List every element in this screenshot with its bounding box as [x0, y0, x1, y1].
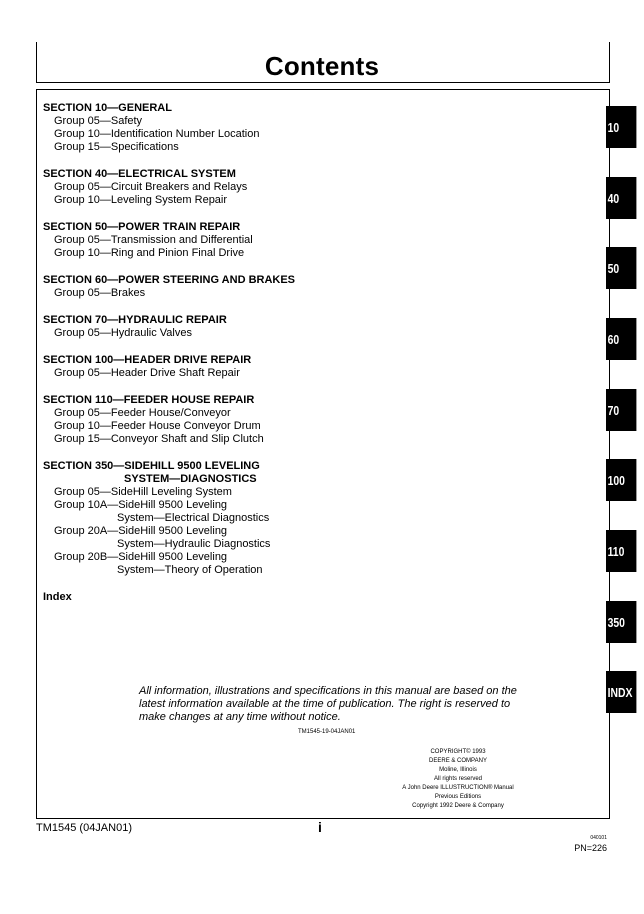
group-entry[interactable] [43, 486, 295, 499]
section-tab[interactable]: 100 [606, 459, 636, 501]
group-entry[interactable] [43, 234, 295, 247]
copyright-line: All rights reserved [433, 776, 483, 782]
group-text: Group 20B—SideHill 9500 Leveling [54, 551, 228, 563]
group-text: Group 05—Feeder House/Conveyor [54, 407, 231, 419]
group-text-continuation: System—Theory of Operation [117, 564, 263, 576]
group-text: Group 15—Specifications [54, 141, 179, 153]
toc-section [43, 314, 295, 340]
section-title-text: Index [43, 591, 72, 603]
group-entry[interactable] [43, 128, 295, 141]
section-title[interactable] [43, 460, 295, 486]
table-of-contents [43, 102, 295, 618]
section-tab[interactable]: 40 [606, 177, 636, 219]
section-title-text: SECTION 10—GENERAL [43, 102, 172, 114]
section-title-text: SECTION 350—SIDEHILL 9500 LEVELING [43, 460, 260, 472]
section-tab[interactable]: 110 [606, 530, 636, 572]
section-tab[interactable]: 350 [606, 601, 636, 643]
copyright-line: DEERE & COMPANY [429, 758, 487, 764]
group-text: Group 05—Transmission and Differential [54, 234, 253, 246]
section-title[interactable] [43, 591, 295, 604]
copyright-line: A John Deere ILLUSTRUCTION® Manual [402, 785, 514, 791]
group-text: Group 10—Identification Number Location [54, 128, 260, 140]
toc-section [43, 102, 295, 154]
group-entry[interactable] [43, 247, 295, 260]
toc-section [43, 394, 295, 446]
manual-number: TM1545 (04JAN01) [36, 822, 132, 834]
group-entry[interactable] [43, 407, 295, 420]
part-number: PN=226 [574, 843, 607, 853]
group-entry[interactable] [43, 367, 295, 380]
group-text-continuation: System—Hydraulic Diagnostics [117, 538, 271, 550]
group-entry[interactable] [43, 287, 295, 300]
toc-section [43, 221, 295, 260]
section-tab[interactable]: INDX [606, 671, 636, 713]
group-text: Group 15—Conveyor Shaft and Slip Clutch [54, 433, 264, 445]
group-entry[interactable] [43, 141, 295, 154]
notice-code: TM1545-19-04JAN01 [298, 729, 356, 735]
toc-section [43, 354, 295, 380]
toc-section [43, 274, 295, 300]
section-title-text: SECTION 70—HYDRAULIC REPAIR [43, 314, 227, 326]
section-tab[interactable]: 60 [606, 318, 636, 360]
copyright-line: Previous Editions [434, 794, 482, 800]
section-tab[interactable]: 50 [606, 247, 636, 289]
group-entry[interactable] [43, 551, 295, 577]
group-text: Group 05—Circuit Breakers and Relays [54, 181, 248, 193]
section-tabs [606, 0, 644, 914]
group-text: Group 10—Ring and Pinion Final Drive [54, 247, 245, 259]
section-title-text: SECTION 40—ELECTRICAL SYSTEM [43, 168, 236, 180]
section-title[interactable] [43, 102, 295, 115]
group-text: Group 20A—SideHill 9500 Leveling [54, 525, 228, 537]
section-tab[interactable]: 10 [606, 106, 636, 148]
group-text: Group 05—Hydraulic Valves [54, 327, 192, 339]
group-entry[interactable] [43, 181, 295, 194]
section-tab[interactable]: 70 [606, 389, 636, 431]
copyright-line: Moline, Illinois [439, 767, 477, 773]
section-title-text: SECTION 110—FEEDER HOUSE REPAIR [43, 394, 255, 406]
copyright-line: Copyright 1992 Deere & Company [412, 803, 504, 809]
group-text: Group 10—Feeder House Conveyor Drum [54, 420, 261, 432]
toc-section [43, 168, 295, 207]
group-entry[interactable] [43, 433, 295, 446]
group-entry[interactable] [43, 115, 295, 128]
group-text: Group 05—Safety [54, 115, 143, 127]
group-text: Group 05—Header Drive Shaft Repair [54, 367, 240, 379]
toc-section [43, 460, 295, 577]
group-entry[interactable] [43, 525, 295, 551]
group-entry[interactable] [43, 420, 295, 433]
section-title-text: SECTION 50—POWER TRAIN REPAIR [43, 221, 241, 233]
footer-date-code: 040101 [590, 835, 607, 841]
section-title-text: SECTION 100—HEADER DRIVE REPAIR [43, 354, 252, 366]
section-title[interactable] [43, 274, 295, 287]
group-text: Group 10—Leveling System Repair [54, 194, 228, 206]
section-title-text: SECTION 60—POWER STEERING AND BRAKES [43, 274, 296, 286]
group-entry[interactable] [43, 194, 295, 207]
notice-text: All information, illustrations and specifications in this manual are based on the latest information available at the time of publication. The right is reserved to make changes at any time without notice. [139, 685, 517, 723]
section-title[interactable] [43, 168, 295, 181]
section-title[interactable] [43, 394, 295, 407]
page-number: i [318, 819, 322, 835]
copyright-line: COPYRIGHT© 1993 [430, 749, 486, 755]
group-text-continuation: System—Electrical Diagnostics [117, 512, 270, 524]
group-entry[interactable] [43, 499, 295, 525]
copyright-block [390, 748, 526, 811]
section-title[interactable] [43, 221, 295, 234]
group-text: Group 05—Brakes [54, 287, 146, 299]
section-title[interactable] [43, 354, 295, 367]
group-text: Group 05—SideHill Leveling System [54, 486, 232, 498]
page-title: Contents [264, 51, 380, 81]
toc-section [43, 591, 295, 604]
group-entry[interactable] [43, 327, 295, 340]
group-text: Group 10A—SideHill 9500 Leveling [54, 499, 228, 511]
section-title[interactable] [43, 314, 295, 327]
section-title-continuation: SYSTEM—DIAGNOSTICS [124, 473, 257, 485]
